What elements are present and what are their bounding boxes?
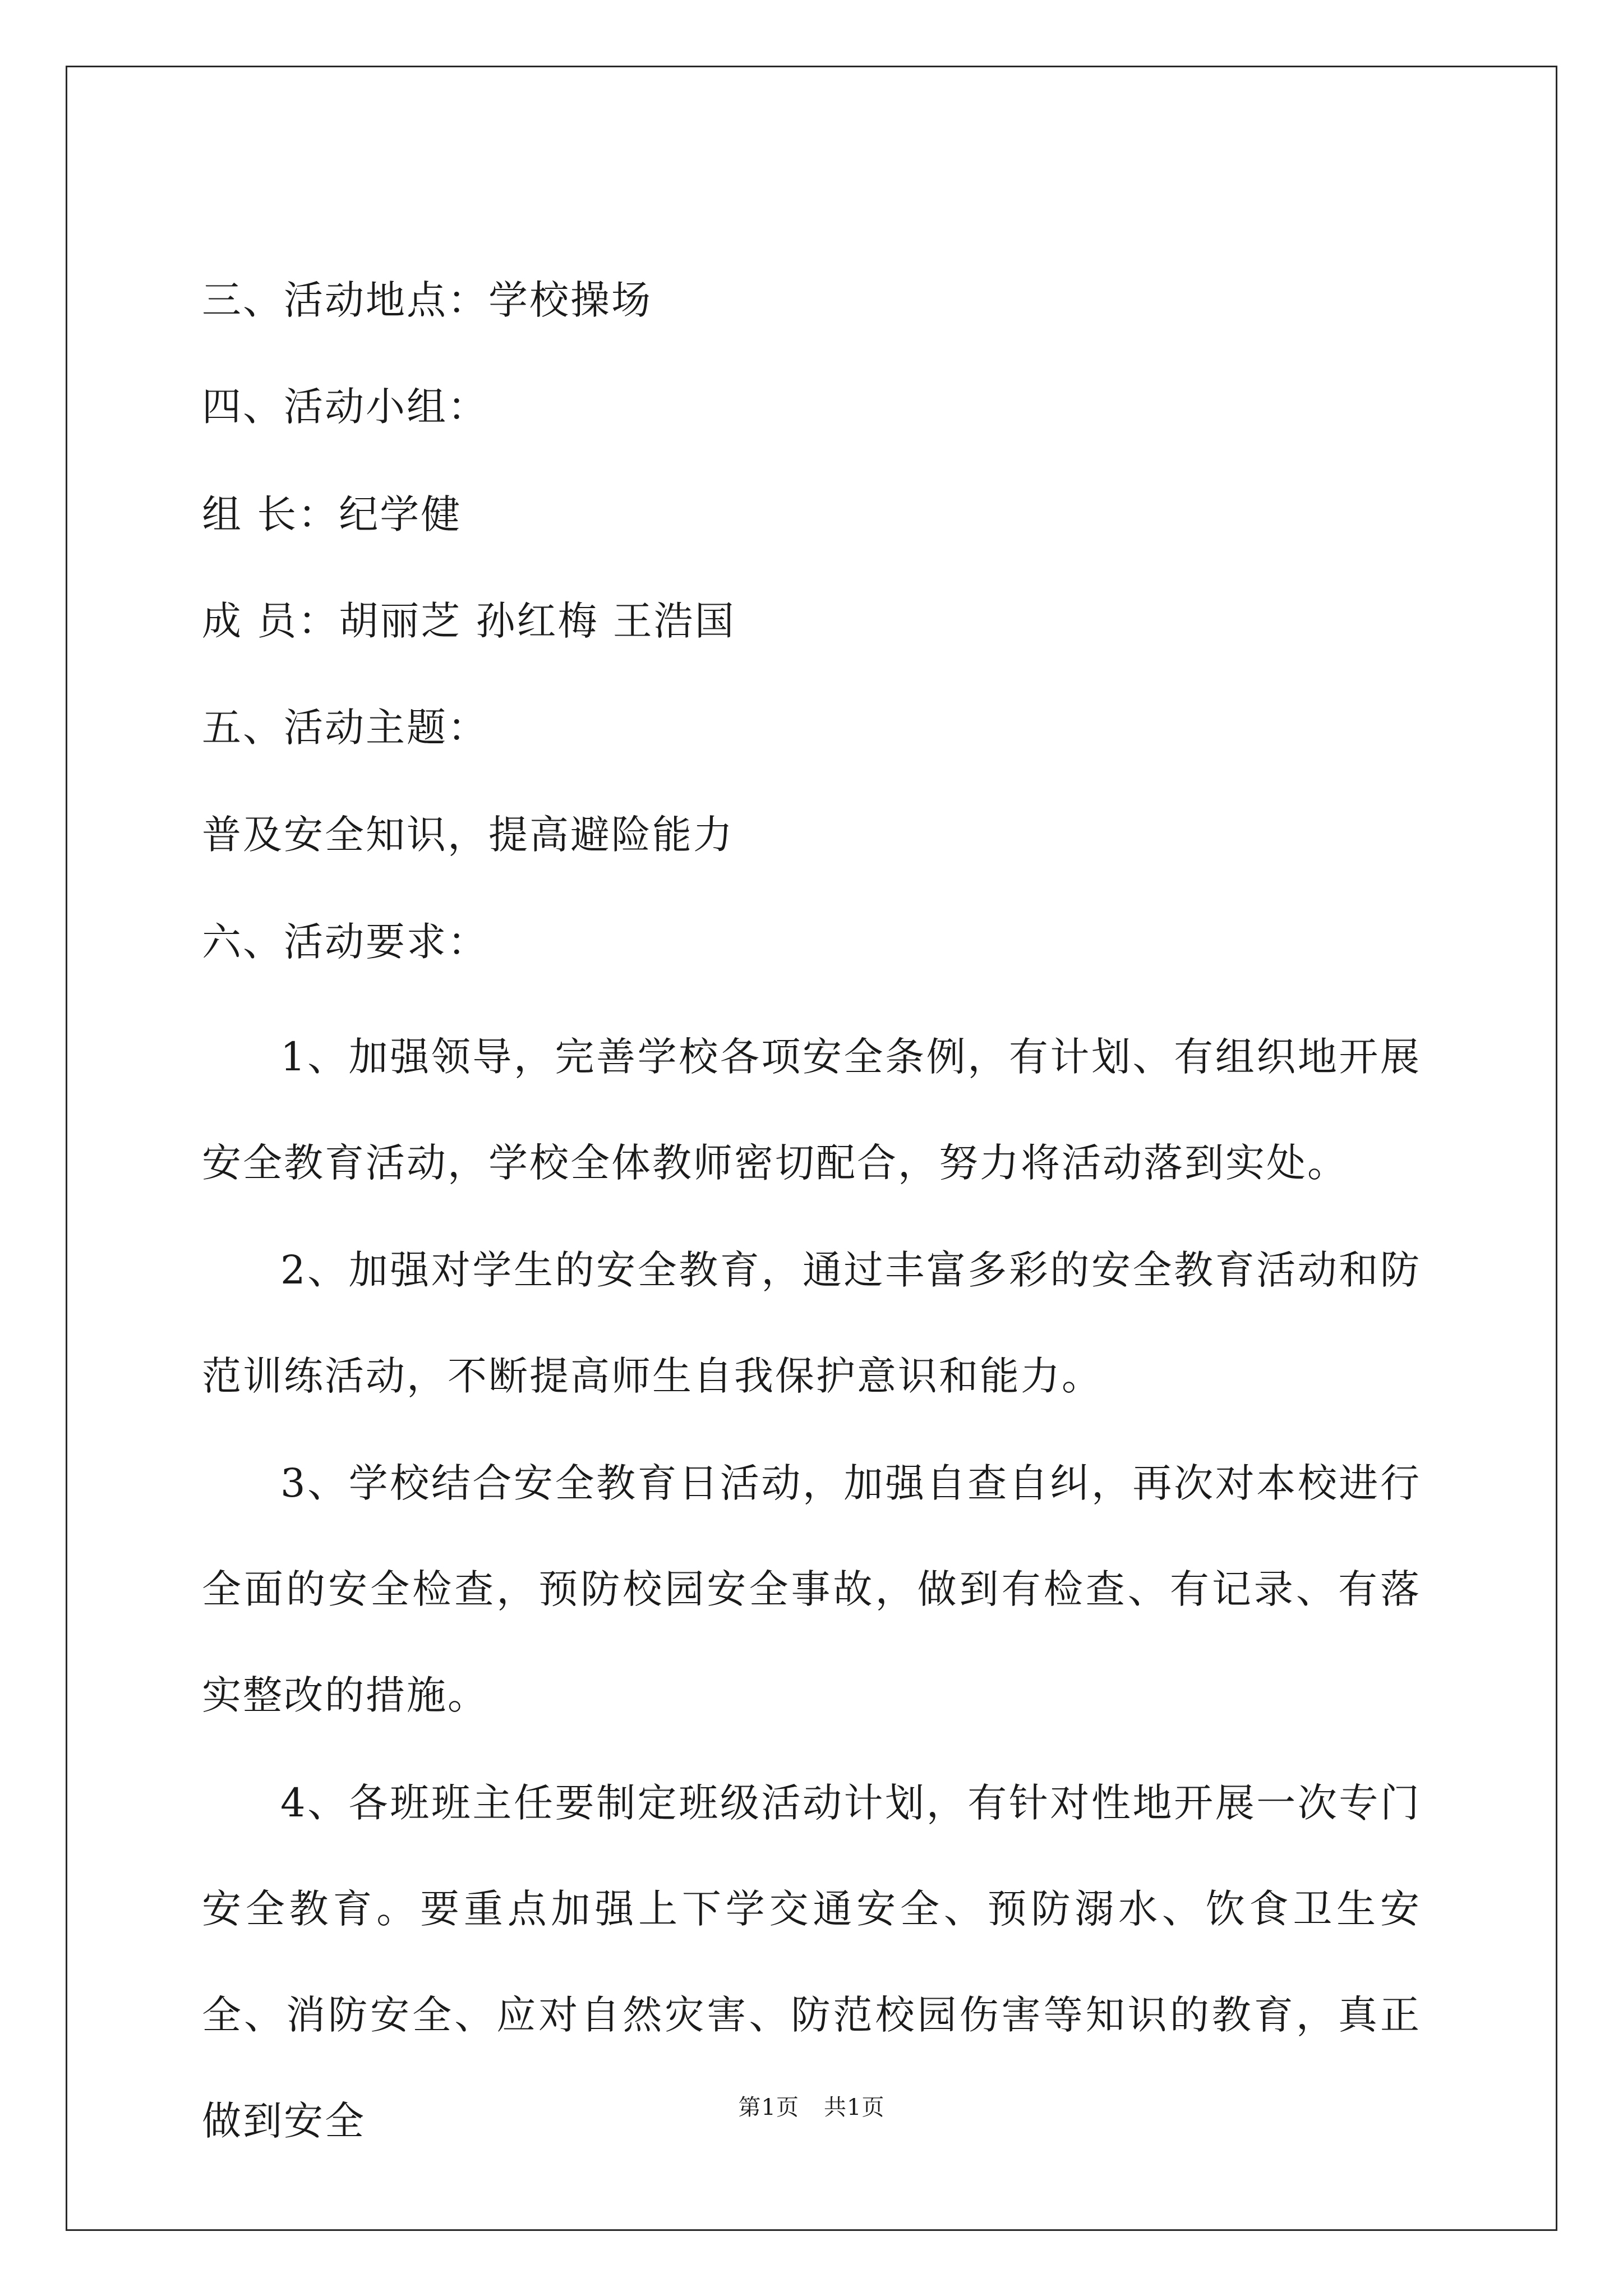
requirement-paragraph: 4、各班班主任要制定班级活动计划，有针对性地开展一次专门安全教育。要重点加强上下学交通安全、预防溺水、饮食卫生安全、消防安全、应对自然灾害、防范校园伤害等知识的教育，真正做到安全: [202, 1780, 1421, 2144]
section-activity-requirements: 六、活动要求：: [202, 919, 488, 965]
page-number: 第1页: [738, 2095, 799, 2120]
group-leader: 组 长：纪学健: [202, 491, 462, 537]
section-activity-group: 四、活动小组：: [202, 384, 488, 430]
requirement-paragraph: 2、加强对学生的安全教育，通过丰富多彩的安全教育活动和防范训练活动，不断提高师生自我保护意识和能力。: [202, 1247, 1421, 1399]
page-border: [66, 66, 1557, 2231]
requirement-paragraph: 1、加强领导，完善学校各项安全条例，有计划、有组织地开展安全教育活动，学校全体教师密切配合，努力将活动落到实处。: [202, 1034, 1421, 1186]
page-footer: [0, 2090, 1623, 2122]
section-activity-theme: 五、活动主题：: [202, 705, 488, 751]
page-total: 共1页: [824, 2095, 885, 2120]
activity-theme-text: 普及安全知识，提高避险能力: [202, 812, 734, 858]
document-body: [67, 67, 1556, 2229]
requirement-paragraph: 3、学校结合安全教育日活动，加强自查自纠，再次对本校进行全面的安全检查，预防校园安全事故，做到有检查、有记录、有落实整改的措施。: [202, 1460, 1421, 1718]
section-activity-location: 三、活动地点：学校操场: [202, 277, 652, 323]
group-members: 成 员：胡丽芝 孙红梅 王浩国: [202, 598, 736, 644]
